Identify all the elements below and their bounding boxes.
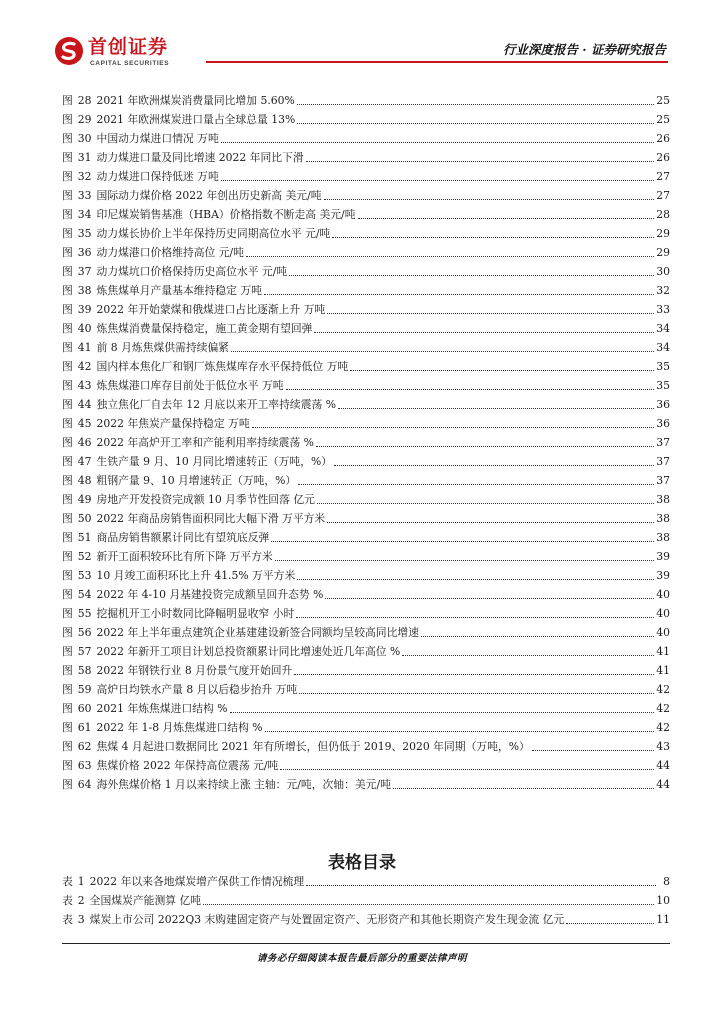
entry-page-number: 35: [656, 379, 670, 392]
entry-page-number: 34: [656, 322, 670, 335]
figure-toc-entry[interactable]: [62, 186, 670, 205]
entry-page-number: 36: [656, 398, 670, 411]
entry-title: 2022 年高炉开工率和产能利用率持续震荡 %: [96, 436, 314, 449]
entry-number: 29: [77, 113, 92, 126]
dot-leader: [286, 389, 655, 390]
dot-leader: [230, 712, 655, 713]
entry-page-number: 38: [656, 512, 670, 525]
entry-label: 表: [62, 894, 73, 907]
entry-label: 图: [62, 778, 73, 791]
entry-number: 51: [77, 531, 92, 544]
entry-number: 3: [77, 913, 85, 926]
table-list: [62, 872, 670, 929]
dot-leader: [532, 750, 654, 751]
dot-leader: [350, 370, 654, 371]
dot-leader: [271, 541, 654, 542]
figure-toc-entry[interactable]: [62, 338, 670, 357]
figure-toc-entry[interactable]: [62, 262, 670, 281]
entry-page-number: 40: [656, 626, 670, 639]
entry-label: 图: [62, 417, 73, 430]
dot-leader: [203, 904, 654, 905]
entry-number: 46: [77, 436, 92, 449]
entry-label: 图: [62, 208, 73, 221]
entry-number: 57: [77, 645, 92, 658]
dot-leader: [221, 180, 655, 181]
entry-number: 64: [77, 778, 92, 791]
entry-title: 2022 年以来各地煤炭增产保供工作情况梳理: [89, 875, 305, 888]
entry-label: 表: [62, 913, 73, 926]
entry-page-number: 38: [656, 531, 670, 544]
figure-toc-entry[interactable]: [62, 205, 670, 224]
entry-label: 图: [62, 474, 73, 487]
figure-toc-entry[interactable]: [62, 585, 670, 604]
entry-title: 炼焦煤港口库存目前处于低位水平 万吨: [96, 379, 284, 392]
entry-label: 图: [62, 227, 73, 240]
dot-leader: [402, 655, 654, 656]
entry-title: 国内样本焦化厂和钢厂炼焦煤库存水平保持低位 万吨: [96, 360, 349, 373]
figure-toc-entry[interactable]: [62, 490, 670, 509]
entry-title: 2022 年上半年重点建筑企业基建建设新签合同额均呈较高同比增速: [96, 626, 419, 639]
entry-label: 图: [62, 398, 73, 411]
entry-label: 图: [62, 113, 73, 126]
entry-number: 36: [77, 246, 92, 259]
entry-label: 图: [62, 360, 73, 373]
entry-title: 动力煤进口量及同比增速 2022 年同比下滑: [96, 151, 304, 164]
entry-page-number: 8: [663, 875, 670, 888]
figure-toc-entry[interactable]: [62, 737, 670, 756]
entry-number: 33: [77, 189, 92, 202]
figure-toc-entry[interactable]: [62, 756, 670, 775]
entry-label: 图: [62, 246, 73, 259]
figure-toc-entry[interactable]: [62, 414, 670, 433]
table-toc-entry[interactable]: [62, 910, 670, 929]
dot-leader: [334, 465, 654, 466]
entry-page-number: 26: [656, 132, 670, 145]
dot-leader: [252, 427, 655, 428]
entry-title: 2022 年 4-10 月基建投资完成额呈回升态势 %: [96, 588, 324, 601]
entry-title: 2022 年钢铁行业 8 月份景气度开始回升: [96, 664, 293, 677]
entry-label: 图: [62, 531, 73, 544]
entry-label: 图: [62, 493, 73, 506]
entry-page-number: 29: [656, 246, 670, 259]
dot-leader: [421, 636, 654, 637]
entry-title: 炼焦煤单月产量基本维持稳定 万吨: [96, 284, 262, 297]
entry-number: 48: [77, 474, 92, 487]
entry-number: 30: [77, 132, 92, 145]
entry-number: 52: [77, 550, 92, 563]
dot-leader: [289, 275, 654, 276]
entry-page-number: 11: [656, 913, 670, 926]
entry-page-number: 38: [656, 493, 670, 506]
figure-toc-entry[interactable]: [62, 357, 670, 376]
figure-toc-entry[interactable]: [62, 148, 670, 167]
dot-leader: [221, 142, 655, 143]
entry-label: 图: [62, 550, 73, 563]
figure-toc-entry[interactable]: [62, 395, 670, 414]
entry-title: 2022 年商品房销售面积同比大幅下滑 万平方米: [96, 512, 326, 525]
entry-title: 独立焦化厂自去年 12 月底以来开工率持续震荡 %: [96, 398, 336, 411]
figure-toc-entry[interactable]: [62, 604, 670, 623]
entry-label: 图: [62, 455, 73, 468]
entry-label: 图: [62, 721, 73, 734]
dot-leader: [316, 446, 654, 447]
entry-title: 动力煤坑口价格保持历史高位水平 元/吨: [96, 265, 288, 278]
entry-page-number: 41: [656, 664, 670, 677]
figure-toc-entry[interactable]: [62, 91, 670, 110]
entry-label: 图: [62, 322, 73, 335]
entry-title: 房地产开发投资完成额 10 月季节性回落 亿元: [96, 493, 315, 506]
dot-leader: [566, 923, 654, 924]
entry-title: 焦煤价格 2022 年保持高位震荡 元/吨: [96, 759, 279, 772]
entry-label: 图: [62, 303, 73, 316]
figure-toc-entry[interactable]: [62, 319, 670, 338]
dot-leader: [299, 693, 654, 694]
dot-leader: [265, 731, 655, 732]
entry-title: 中国动力煤进口情况 万吨: [96, 132, 219, 145]
entry-label: 表: [62, 875, 73, 888]
entry-number: 37: [77, 265, 92, 278]
entry-label: 图: [62, 132, 73, 145]
figure-toc-entry[interactable]: [62, 243, 670, 262]
entry-title: 高炉日均铁水产量 8 月以后稳步抬升 万吨: [96, 683, 298, 696]
entry-label: 图: [62, 189, 73, 202]
figure-toc-entry[interactable]: [62, 718, 670, 737]
entry-title: 动力煤进口保持低迷 万吨: [96, 170, 219, 183]
dot-leader: [314, 332, 654, 333]
dot-leader: [325, 598, 654, 599]
entry-page-number: 34: [656, 341, 670, 354]
entry-page-number: 26: [656, 151, 670, 164]
entry-page-number: 27: [656, 170, 670, 183]
entry-page-number: 41: [656, 645, 670, 658]
entry-title: 2021 年炼焦煤进口结构 %: [96, 702, 228, 715]
logo-english-name: CAPITAL SECURITIES: [90, 60, 170, 67]
figure-toc-entry[interactable]: [62, 623, 670, 642]
entry-page-number: 36: [656, 417, 670, 430]
entry-number: 63: [77, 759, 92, 772]
entry-number: 62: [77, 740, 92, 753]
entry-page-number: 40: [656, 588, 670, 601]
entry-page-number: 40: [656, 607, 670, 620]
entry-number: 61: [77, 721, 92, 734]
dot-leader: [280, 769, 654, 770]
entry-title: 动力煤港口价格维持高位 元/吨: [96, 246, 244, 259]
entry-title: 2022 年开始蒙煤和俄煤进口占比逐渐上升 万吨: [96, 303, 326, 316]
entry-page-number: 37: [656, 455, 670, 468]
entry-title: 10 月竣工面积环比上升 41.5% 万平方米: [96, 569, 296, 582]
entry-page-number: 30: [656, 265, 670, 278]
entry-title: 2022 年 1-8 月炼焦煤进口结构 %: [96, 721, 263, 734]
dot-leader: [327, 313, 654, 314]
entry-page-number: 33: [656, 303, 670, 316]
entry-page-number: 43: [656, 740, 670, 753]
dot-leader: [324, 199, 655, 200]
entry-page-number: 37: [656, 436, 670, 449]
entry-number: 42: [77, 360, 92, 373]
entry-number: 40: [77, 322, 92, 335]
entry-title: 生铁产量 9 月、10 月同比增速转正（万吨，%）: [96, 455, 333, 468]
entry-title: 商品房销售额累计同比有望筑底反弹: [96, 531, 270, 544]
dot-leader: [317, 503, 654, 504]
entry-label: 图: [62, 683, 73, 696]
entry-number: 60: [77, 702, 92, 715]
entry-label: 图: [62, 284, 73, 297]
header-divider: [206, 61, 668, 63]
entry-page-number: 25: [656, 113, 670, 126]
figure-toc-entry[interactable]: [62, 129, 670, 148]
report-type-label: 行业深度报告 · 证券研究报告: [502, 42, 666, 57]
dot-leader: [231, 351, 654, 352]
entry-title: 2022 年新开工项目计划总投资额累计同比增速处近几年高位 %: [96, 645, 401, 658]
entry-number: 44: [77, 398, 92, 411]
figure-toc-entry[interactable]: [62, 661, 670, 680]
footer-disclaimer: 请务必仔细阅读本报告最后部分的重要法律声明: [256, 953, 467, 964]
entry-title: 新开工面积较环比有所下降 万平方米: [96, 550, 273, 563]
entry-page-number: 25: [656, 94, 670, 107]
dot-leader: [297, 123, 654, 124]
entry-number: 43: [77, 379, 92, 392]
entry-label: 图: [62, 265, 73, 278]
entry-page-number: 42: [656, 702, 670, 715]
entry-number: 41: [77, 341, 92, 354]
entry-number: 58: [77, 664, 92, 677]
figure-toc-entry[interactable]: [62, 224, 670, 243]
entry-number: 28: [77, 94, 92, 107]
dot-leader: [306, 885, 656, 886]
figure-toc-entry[interactable]: [62, 680, 670, 699]
entry-number: 31: [77, 151, 92, 164]
entry-title: 2022 年焦炭产量保持稳定 万吨: [96, 417, 250, 430]
entry-label: 图: [62, 759, 73, 772]
entry-page-number: 44: [656, 778, 670, 791]
entry-title: 全国煤炭产能测算 亿吨: [89, 894, 202, 907]
entry-title: 煤炭上市公司 2022Q3 末购建固定资产与处置固定资产、无形资产和其他长期资产发生现金流 亿元: [89, 913, 565, 926]
figure-toc-entry[interactable]: [62, 110, 670, 129]
dot-leader: [358, 218, 655, 219]
entry-page-number: 42: [656, 683, 670, 696]
figure-toc-entry[interactable]: [62, 452, 670, 471]
table-toc-entry[interactable]: [62, 891, 670, 910]
figure-toc-entry[interactable]: [62, 642, 670, 661]
figure-toc-entry[interactable]: [62, 433, 670, 452]
dot-leader: [296, 617, 654, 618]
dot-leader: [275, 560, 655, 561]
entry-number: 32: [77, 170, 92, 183]
entry-label: 图: [62, 740, 73, 753]
dot-leader: [338, 408, 654, 409]
entry-number: 39: [77, 303, 92, 316]
footer-divider: [62, 943, 670, 944]
entry-label: 图: [62, 94, 73, 107]
entry-label: 图: [62, 436, 73, 449]
entry-label: 图: [62, 512, 73, 525]
entry-number: 34: [77, 208, 92, 221]
entry-number: 50: [77, 512, 92, 525]
entry-label: 图: [62, 170, 73, 183]
entry-label: 图: [62, 645, 73, 658]
dot-leader: [306, 161, 655, 162]
entry-title: 炼焦煤消费量保持稳定，施工黄金期有望回弹: [96, 322, 313, 335]
entry-page-number: 37: [656, 474, 670, 487]
entry-number: 45: [77, 417, 92, 430]
table-list-title: 表格目录: [328, 853, 396, 873]
entry-number: 38: [77, 284, 92, 297]
figure-toc-entry[interactable]: [62, 509, 670, 528]
entry-number: 56: [77, 626, 92, 639]
dot-leader: [297, 579, 654, 580]
entry-label: 图: [62, 379, 73, 392]
entry-title: 粗钢产量 9、10 月增速转正（万吨，%）: [96, 474, 297, 487]
dot-leader: [393, 788, 654, 789]
dot-leader: [332, 237, 654, 238]
entry-number: 2: [77, 894, 85, 907]
entry-page-number: 29: [656, 227, 670, 240]
entry-number: 54: [77, 588, 92, 601]
entry-page-number: 42: [656, 721, 670, 734]
dot-leader: [298, 484, 654, 485]
entry-label: 图: [62, 588, 73, 601]
entry-title: 印尼煤炭销售基准（HBA）价格指数不断走高 美元/吨: [96, 208, 356, 221]
logo-chinese-name: 首创证券: [88, 36, 169, 58]
entry-page-number: 10: [656, 894, 670, 907]
dot-leader: [327, 522, 654, 523]
dot-leader: [264, 294, 654, 295]
entry-number: 1: [77, 875, 85, 888]
entry-page-number: 39: [656, 569, 670, 582]
dot-leader: [294, 674, 654, 675]
page-header: [0, 0, 724, 72]
figure-list: [62, 91, 670, 794]
entry-number: 59: [77, 683, 92, 696]
capital-securities-logo-icon: [54, 36, 84, 66]
entry-label: 图: [62, 341, 73, 354]
company-logo: [54, 36, 204, 72]
figure-toc-entry[interactable]: [62, 471, 670, 490]
figure-toc-entry[interactable]: [62, 281, 670, 300]
entry-number: 49: [77, 493, 92, 506]
entry-page-number: 39: [656, 550, 670, 563]
figure-toc-entry[interactable]: [62, 528, 670, 547]
entry-page-number: 35: [656, 360, 670, 373]
entry-number: 35: [77, 227, 92, 240]
entry-page-number: 44: [656, 759, 670, 772]
entry-title: 2021 年欧洲煤炭进口量占全球总量 13%: [96, 113, 296, 126]
entry-title: 前 8 月炼焦煤供需持续偏紧: [96, 341, 230, 354]
entry-number: 53: [77, 569, 92, 582]
table-toc-entry[interactable]: [62, 872, 670, 891]
entry-title: 国际动力煤价格 2022 年创出历史新高 美元/吨: [96, 189, 322, 202]
dot-leader: [297, 104, 655, 105]
entry-label: 图: [62, 607, 73, 620]
entry-number: 55: [77, 607, 92, 620]
entry-label: 图: [62, 569, 73, 582]
entry-title: 挖掘机开工小时数同比降幅明显收窄 小时: [96, 607, 295, 620]
entry-title: 焦煤 4 月起进口数据同比 2021 年有所增长，但仍低于 2019、2020 年同期（万吨，%）: [96, 740, 530, 753]
figure-toc-entry[interactable]: [62, 699, 670, 718]
entry-label: 图: [62, 626, 73, 639]
entry-label: 图: [62, 151, 73, 164]
dot-leader: [246, 256, 654, 257]
figure-toc-entry[interactable]: [62, 167, 670, 186]
entry-page-number: 27: [656, 189, 670, 202]
entry-label: 图: [62, 664, 73, 677]
figure-toc-entry[interactable]: [62, 547, 670, 566]
entry-title: 海外焦煤价格 1 月以来持续上涨 主轴：元/吨，次轴：美元/吨: [96, 778, 391, 791]
entry-title: 2021 年欧洲煤炭消费量同比增加 5.60%: [96, 94, 295, 107]
figure-toc-entry[interactable]: [62, 566, 670, 585]
figure-toc-entry[interactable]: [62, 376, 670, 395]
entry-title: 动力煤长协价上半年保持历史同期高位水平 元/吨: [96, 227, 331, 240]
entry-page-number: 28: [656, 208, 670, 221]
figure-toc-entry[interactable]: [62, 300, 670, 319]
figure-toc-entry[interactable]: [62, 775, 670, 794]
entry-page-number: 32: [656, 284, 670, 297]
entry-number: 47: [77, 455, 92, 468]
entry-label: 图: [62, 702, 73, 715]
